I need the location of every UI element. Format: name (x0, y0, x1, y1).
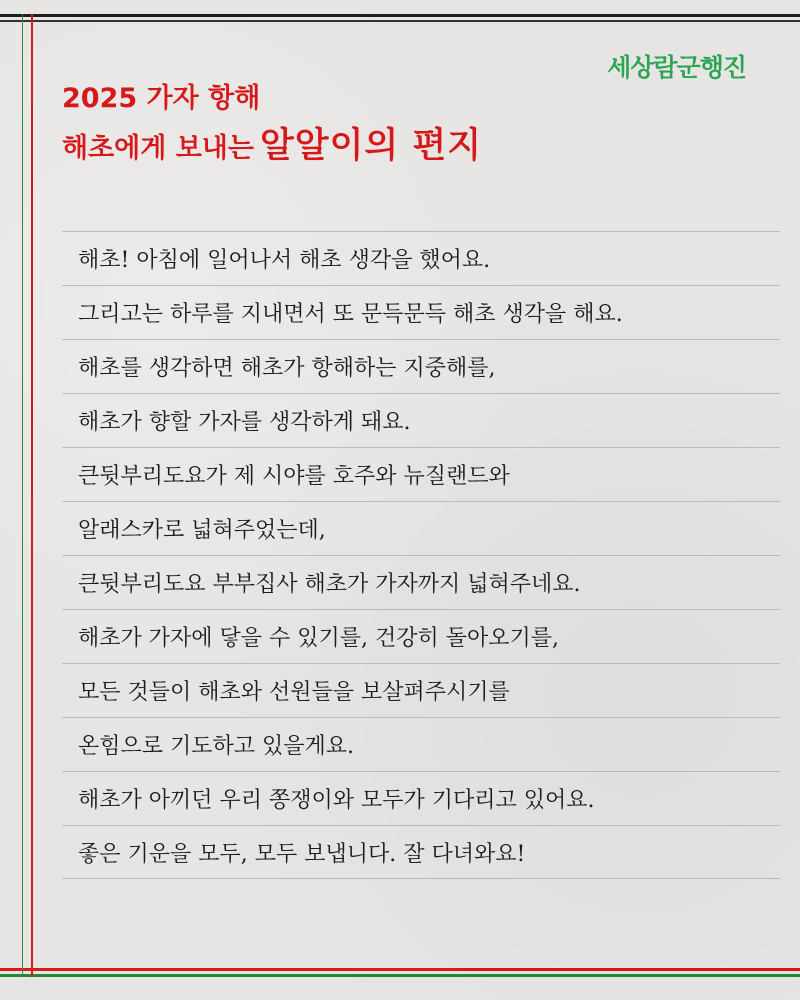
letter-line: 해초를 생각하면 해초가 항해하는 지중해를, (62, 339, 780, 393)
margin-line-green (22, 14, 23, 977)
letter-line: 알래스카로 넓혀주었는데, (62, 501, 780, 555)
letter-line: 온힘으로 기도하고 있을게요. (62, 717, 780, 771)
letter-line: 그리고는 하루를 지내면서 또 문득문득 해초 생각을 해요. (62, 285, 780, 339)
letter-line: 좋은 기운을 모두, 모두 보냅니다. 잘 다녀와요! (62, 825, 780, 879)
bottom-border-red (0, 968, 800, 971)
letter-line: 해초가 가자에 닿을 수 있기를, 건강히 돌아오기를, (62, 609, 780, 663)
letter-line: 해초! 아침에 일어나서 해초 생각을 했어요. (62, 231, 780, 285)
letter-line: 해초가 아끼던 우리 쫑쟁이와 모두가 기다리고 있어요. (62, 771, 780, 825)
letter-line: 큰뒷부리도요 부부집사 해초가 가자까지 넓혀주네요. (62, 555, 780, 609)
letter-line: 모든 것들이 해초와 선원들을 보살펴주시기를 (62, 663, 780, 717)
heading-prefix: 해초에게 보내는 (62, 133, 254, 164)
heading-emphasis: 알알이의 편지 (259, 126, 483, 166)
letter-line: 해초가 향할 가자를 생각하게 돼요. (62, 393, 780, 447)
letter-heading (62, 82, 482, 169)
heading-line-1: 2025 가자 항해 (62, 83, 261, 114)
top-border-line-secondary (0, 20, 800, 22)
letter-body (62, 231, 780, 879)
bottom-border-green (0, 974, 800, 977)
margin-line-red (31, 14, 33, 977)
top-border-line (0, 14, 800, 17)
letter-line: 큰뒷부리도요가 제 시야를 호주와 뉴질랜드와 (62, 447, 780, 501)
heading-line-2 (62, 126, 482, 169)
brand-logo: 세상람군행진 (607, 53, 746, 82)
